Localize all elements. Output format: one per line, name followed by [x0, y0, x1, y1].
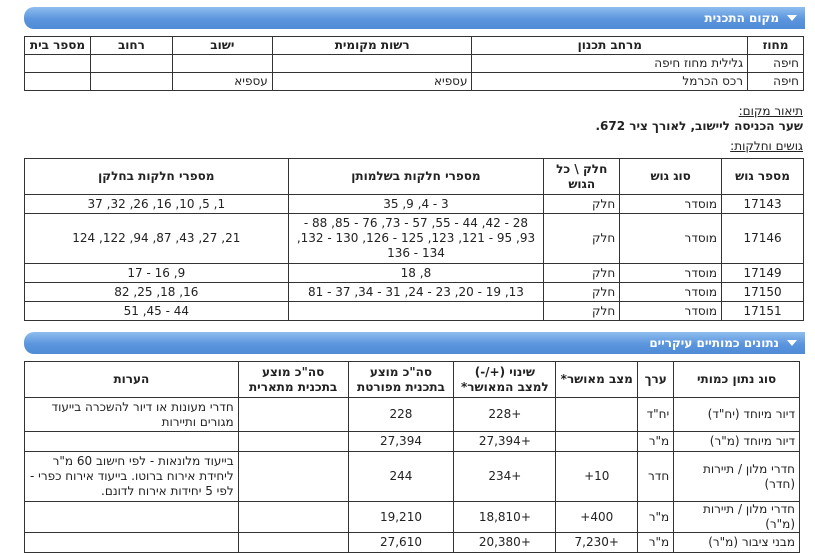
section-title: מקום התכנית: [704, 11, 779, 25]
table-row: [25, 432, 800, 452]
table-row: [25, 73, 804, 91]
table-header-row: [25, 362, 800, 398]
quantitative-table: [24, 361, 800, 553]
cell: [238, 533, 348, 553]
col-header: ישוב: [172, 37, 272, 55]
cell: 28 - 42, 44 - 55, 57 - 73, 76 - 85, 88 - 93, 95 - 121, 123, 125 - 126, 130 - 132, 134 - 136: [288, 214, 544, 264]
cell: [172, 55, 272, 73]
col-header: ערך: [638, 362, 674, 398]
cell: 17143: [722, 195, 804, 214]
col-header: סה"כ מוצע בתכנית מתארית: [238, 362, 348, 398]
cell: חלק: [544, 302, 620, 321]
col-header: מצב מאושר*: [556, 362, 638, 398]
table-row: [25, 55, 804, 73]
blocks-label: גושים וחלקות:: [730, 139, 803, 153]
cell: חדרי מלון / תיירות (מ"ר): [674, 502, 800, 533]
place-description-text: שער הכניסה ליישוב, לאורך ציר 672.: [595, 119, 803, 133]
section-header-quantitative[interactable]: [24, 332, 805, 354]
cell: חלק: [544, 264, 620, 283]
cell: 19,210: [348, 502, 454, 533]
cell: [272, 55, 472, 73]
cell: 17146: [722, 214, 804, 264]
cell: [238, 502, 348, 533]
cell: חדרי מלון / תיירות (חדר): [674, 452, 800, 502]
col-header: רשות מקומית: [272, 37, 472, 55]
col-header: סוג נתון כמותי: [674, 362, 800, 398]
table-header-row: [25, 37, 804, 55]
cell: חלק: [544, 283, 620, 302]
collapse-triangle-icon[interactable]: [787, 15, 797, 21]
cell: 17150: [722, 283, 804, 302]
cell: 27,394: [348, 432, 454, 452]
cell: מוסדר: [620, 264, 722, 283]
cell: 244: [348, 452, 454, 502]
cell: 27,610: [348, 533, 454, 553]
col-header: רחוב: [90, 37, 172, 55]
table-header-row: [25, 159, 804, 195]
cell: +27,394: [454, 432, 556, 452]
cell: [238, 452, 348, 502]
cell: רכס הכרמל: [472, 73, 748, 91]
col-header: מרחב תכנון: [472, 37, 748, 55]
table-row: [25, 398, 800, 432]
blocks-table: [24, 158, 804, 321]
table-row: [25, 214, 804, 264]
cell: חיפה: [748, 55, 804, 73]
cell: [25, 533, 239, 553]
cell: +7,230: [556, 533, 638, 553]
cell: [90, 55, 172, 73]
table-row: [25, 264, 804, 283]
cell: מוסדר: [620, 214, 722, 264]
cell: [25, 502, 239, 533]
cell: 10+: [556, 452, 638, 502]
cell: מוסדר: [620, 195, 722, 214]
cell: 400+: [556, 502, 638, 533]
table-row: [25, 533, 800, 553]
cell: מ"ר: [638, 533, 674, 553]
cell: [25, 55, 91, 73]
cell: בייעוד מלונאות - לפי חישוב 60 מ"ר ליחידת אירוח ברוטו. בייעוד אירוח כפרי - לפי 5 יחידות אירוח לדונם.: [25, 452, 239, 502]
section-header-location[interactable]: [24, 7, 805, 29]
cell: 21, 27, 43, 87, 94, 122, 124: [25, 214, 289, 264]
col-header: מחוז: [748, 37, 804, 55]
location-table: [24, 36, 804, 91]
table-row: [25, 502, 800, 533]
col-header: סוג גוש: [620, 159, 722, 195]
cell: חלק: [544, 214, 620, 264]
col-header: מספרי חלקות בחלקן: [25, 159, 289, 195]
table-row: [25, 195, 804, 214]
cell: [238, 398, 348, 432]
cell: +234: [454, 452, 556, 502]
col-header: חלק \ כל הגוש: [544, 159, 620, 195]
cell: דיור מיוחד (מ"ר): [674, 432, 800, 452]
cell: [25, 432, 239, 452]
cell: 8, 18: [288, 264, 544, 283]
cell: [25, 73, 91, 91]
cell: עספיא: [272, 73, 472, 91]
cell: דיור מיוחד (יח"ד): [674, 398, 800, 432]
cell: +20,380: [454, 533, 556, 553]
cell: 228: [348, 398, 454, 432]
cell: מוסדר: [620, 283, 722, 302]
cell: [288, 302, 544, 321]
col-header: סה"כ מוצע בתכנית מפורטת: [348, 362, 454, 398]
col-header: מספרי חלקות בשלמותן: [288, 159, 544, 195]
cell: מ"ר: [638, 502, 674, 533]
cell: חדר: [638, 452, 674, 502]
cell: [90, 73, 172, 91]
cell: 9, 16 - 17: [25, 264, 289, 283]
col-header: הערות: [25, 362, 239, 398]
cell: [556, 398, 638, 432]
cell: 13, 19 - 20, 23 - 24, 31 - 34, 37 - 81: [288, 283, 544, 302]
cell: חיפה: [748, 73, 804, 91]
cell: +228: [454, 398, 556, 432]
collapse-triangle-icon[interactable]: [787, 340, 797, 346]
cell: 17151: [722, 302, 804, 321]
cell: חלק: [544, 195, 620, 214]
col-header: שינוי (+/-) למצב המאושר*: [454, 362, 556, 398]
cell: +18,810: [454, 502, 556, 533]
table-row: [25, 302, 804, 321]
section-title: נתונים כמותיים עיקריים: [649, 336, 779, 350]
col-header: מספר בית: [25, 37, 91, 55]
place-description-label: תיאור מקום:: [738, 104, 803, 118]
col-header: מספר גוש: [722, 159, 804, 195]
cell: 16, 18, 25, 82: [25, 283, 289, 302]
table-row: [25, 283, 804, 302]
cell: עספיא: [172, 73, 272, 91]
cell: 17149: [722, 264, 804, 283]
cell: [238, 432, 348, 452]
cell: 44 - 45, 51: [25, 302, 289, 321]
cell: גלילית מחוז חיפה: [472, 55, 748, 73]
cell: 1, 5, 10, 16, 26, 32, 37: [25, 195, 289, 214]
cell: 3 - 4, 9, 35: [288, 195, 544, 214]
cell: מוסדר: [620, 302, 722, 321]
cell: [556, 432, 638, 452]
cell: מ"ר: [638, 432, 674, 452]
cell: מבני ציבור (מ"ר): [674, 533, 800, 553]
table-row: [25, 452, 800, 502]
cell: יח"ד: [638, 398, 674, 432]
cell: חדרי מעונות או דיור להשכרה בייעוד מגורים ותיירות: [25, 398, 239, 432]
